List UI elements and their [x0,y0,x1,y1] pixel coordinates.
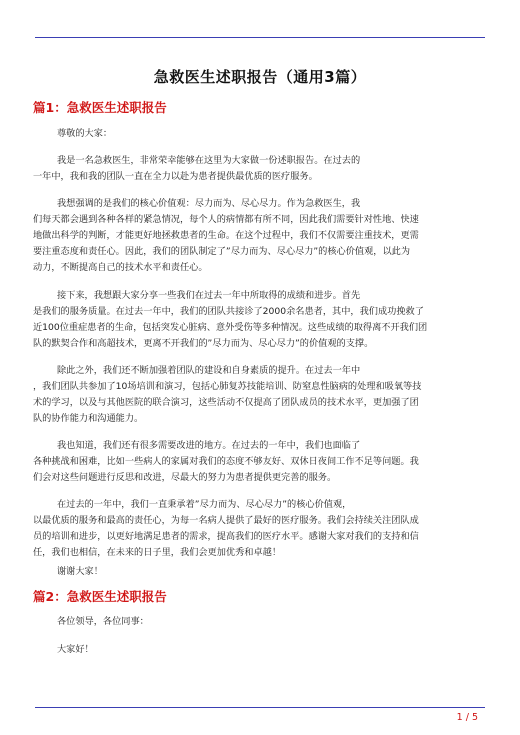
section-heading-2: 篇2：急救医生述职报告 [33,589,167,604]
text-line: 我是一名急救医生，非常荣幸能够在这里为大家做一份述职报告。在过去的 [57,155,361,166]
paragraph [33,497,483,561]
text-line: 以最优质的服务和最高的责任心，为每一名病人提供了最好的医疗服务。我们会持续关注团队成 [33,515,419,526]
paragraph [33,196,483,276]
text-line: 动力，不断提高自己的技术水平和责任心。 [33,262,208,273]
document-title: 急救医生述职报告（通用3篇） [153,68,367,86]
text-line: 员的培训和进步，以更好地满足患者的需求，提高我们的医疗水平。感谢大家对我们的支持和信 [33,531,419,542]
paragraph [33,438,483,486]
footer-rule [35,707,485,708]
paragraph [33,126,483,142]
paragraph [33,642,483,658]
text-line: 大家好！ [57,644,94,655]
paragraph [33,288,483,352]
text-line: 接下来，我想跟大家分享一些我们在过去一年中所取得的成绩和进步。首先 [57,290,361,301]
paragraph [33,614,483,630]
paragraph [33,564,483,580]
text-line: 近100位重症患者的生命，包括突发心脏病、意外受伤等多种情况。这些成绩的取得离不开我们团 [33,322,428,333]
text-line: 们会对这些问题进行反思和改进，尽最大的努力为患者提供更完善的服务。 [33,472,337,483]
text-line: 我也知道，我们还有很多需要改进的地方。在过去的一年中，我们也面临了 [57,440,361,451]
text-line: ，我们团队共参加了10场培训和演习，包括心肺复苏技能培训、防窒息性脑病的处理和吸氧等技 [33,381,422,392]
text-line: 队的协作能力和沟通能力。 [33,413,144,424]
paragraph [33,153,483,185]
text-line: 我想强调的是我们的核心价值观：尽力而为、尽心尽力。作为急救医生，我 [57,198,361,209]
text-line: 一年中，我和我的团队一直在全力以赴为患者提供最优质的医疗服务。 [33,171,318,182]
text-line: 尊敬的大家： [57,128,113,139]
text-line: 队的默契合作和高超技术，更离不开我们的”尽力而为、尽心尽力”的价值观的支撑。 [33,338,374,349]
header-rule [35,37,485,38]
page-number: 1 / 5 [456,712,478,723]
section-heading-1: 篇1：急救医生述职报告 [33,100,167,115]
text-line: 任，我们也相信，在未来的日子里，我们会更加优秀和卓越！ [33,547,282,558]
text-line: 各位领导，各位同事： [57,616,149,627]
text-line: 要注重态度和责任心。因此，我们的团队制定了”尽力而为、尽心尽力”的核心价值观，以此为 [33,246,411,257]
text-line: 是我们的服务质量。在过去一年中，我们的团队共接诊了2000余名患者，其中，我们成功挽救了 [33,306,424,317]
paragraph [33,363,483,427]
text-line: 们每天都会遇到各种各样的紧急情况，每个人的病情都有所不同，因此我们需要针对性地、快速 [33,214,419,225]
text-line: 地做出科学的判断，才能更好地拯救患者的生命。在这个过程中，我们不仅需要注重技术，更需 [33,230,419,241]
text-line: 谢谢大家！ [57,566,103,577]
text-line: 术的学习，以及与其他医院的联合演习，这些活动不仅提高了团队成员的技术水平，更加强了团 [33,397,419,408]
text-line: 各种挑战和困难，比如一些病人的家属对我们的态度不够友好、双休日夜间工作不足等问题。我 [33,456,419,467]
text-line: 在过去的一年中，我们一直秉承着”尽力而为、尽心尽力”的核心价值观， [57,499,352,510]
text-line: 除此之外，我们还不断加强着团队的建设和自身素质的提升。在过去一年中 [57,365,361,376]
